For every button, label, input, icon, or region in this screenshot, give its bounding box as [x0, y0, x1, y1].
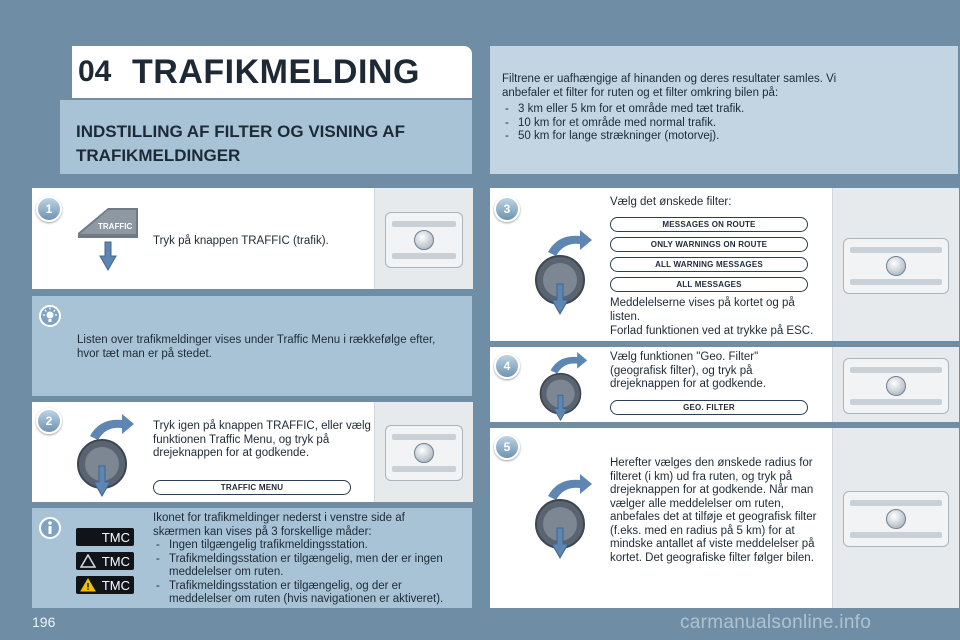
list-item: - Trafikmeldingsstation er tilgængelig, men der er ingen meddelelser om ruten. [153, 553, 465, 580]
radio-illustration [374, 188, 473, 289]
radio-illustration [832, 347, 959, 422]
info-panel [32, 508, 472, 608]
step-number-badge: 5 [494, 434, 520, 460]
radio-knob-icon [886, 509, 906, 529]
tmc-icon-no-station [76, 528, 134, 546]
rotary-knob-icon [70, 408, 140, 498]
step-2-panel [32, 402, 472, 502]
subtitle-panel [60, 100, 472, 174]
list-item: - 10 km for et område med normal trafik. [502, 117, 802, 131]
list-item: - 3 km eller 5 km for et område med tæt trafik. [502, 103, 802, 117]
lightbulb-icon [38, 304, 62, 328]
traffic-button-icon [68, 198, 148, 278]
filter-option[interactable]: ALL MESSAGES [610, 277, 808, 292]
tmc-label: TMC [101, 577, 130, 593]
radio-illustration [832, 428, 959, 608]
step-number-badge: 3 [494, 196, 520, 222]
tip-panel [32, 296, 472, 396]
traffic-button-label: TRAFFIC [98, 222, 133, 231]
list-item: - Ingen tilgængelig trafikmeldingsstation. [153, 539, 465, 553]
info-list [153, 539, 465, 607]
tmc-icon-station-no-messages [76, 552, 134, 570]
radio-buttons [850, 247, 942, 253]
radio-buttons [392, 466, 456, 472]
step-1-text: Tryk på knappen TRAFFIC (trafik). [153, 235, 329, 247]
radio-knob-icon [886, 256, 906, 276]
warning-outline-icon [80, 554, 96, 568]
step-number-badge: 4 [494, 353, 520, 379]
info-text: Ikonet for trafikmeldinger nederst i venstre side af skærmen kan vises på 3 forskellige måder: [153, 512, 405, 538]
list-item: - 50 km for lange strækninger (motorvej). [502, 130, 802, 144]
geo-filter-option[interactable]: GEO. FILTER [610, 400, 808, 415]
radio-buttons [392, 253, 456, 259]
step-number-badge: 2 [36, 408, 62, 434]
radio-buttons [850, 500, 942, 506]
radio-panel [385, 212, 463, 268]
tmc-icon-station-with-messages [76, 576, 134, 594]
page-title: TRAFIKMELDING [132, 53, 420, 91]
intro-list [502, 103, 802, 144]
rotary-knob-icon [528, 224, 598, 324]
step-3-panel [490, 188, 958, 341]
page-number: 196 [32, 614, 56, 630]
step-5-text: Herefter vælges den ønskede radius for filteret (i km) ud fra ruten, og tryk på drejeknappen for at godkende. Når man vælger alle meddelelser om ruten, anbefales det at tilføje et geografisk filter (f.eks. med en radius på 5 km) for at mindske antallet af viste meddelelser på kortet. Det geografiske filter følger bilen. [610, 457, 817, 564]
step-4-text: Vælg funktionen "Geo. Filter" (geografisk filter), og tryk på drejeknappen for at godkende. [610, 351, 767, 390]
radio-buttons [850, 399, 942, 405]
intro-text: Filtrene er uafhængige af hinanden og deres resultater samles. Vi anbefaler et filter for ruten og et filter omkring bilen på: [502, 73, 837, 99]
step-3-note-exit: Forlad funktionen ved at trykke på ESC. [610, 325, 814, 337]
step-5-panel [490, 428, 958, 608]
step-4-panel [490, 347, 958, 422]
warning-icon [80, 578, 96, 592]
radio-buttons [850, 532, 942, 538]
tmc-label: TMC [101, 529, 130, 545]
tip-text: Listen over trafikmeldinger vises under Traffic Menu i rækkefølge efter, hvor tæt man er på stedet. [77, 334, 436, 360]
radio-buttons [392, 221, 456, 227]
rotary-knob-icon [528, 468, 598, 568]
radio-illustration [832, 188, 959, 341]
step-1-panel [32, 188, 472, 289]
radio-panel [843, 238, 949, 294]
step-2-text: Tryk igen på knappen TRAFFIC, eller vælg funktionen Traffic Menu, og tryk på drejeknappen for at godkende. [153, 420, 371, 459]
radio-knob-icon [414, 443, 434, 463]
radio-panel [385, 425, 463, 481]
section-heading: INDSTILLING AF FILTER OG VISNING AF TRAFIKMELDINGER [76, 122, 405, 165]
step-3-note: Meddelelserne vises på kortet og på listen. [610, 297, 795, 323]
filter-option[interactable]: MESSAGES ON ROUTE [610, 217, 808, 232]
radio-buttons [850, 367, 942, 373]
info-icon [38, 516, 62, 540]
radio-panel [843, 491, 949, 547]
radio-buttons [850, 279, 942, 285]
filter-option[interactable]: ONLY WARNINGS ON ROUTE [610, 237, 808, 252]
rotary-knob-icon [528, 347, 598, 422]
chapter-number: 04 [78, 55, 112, 88]
intro-panel [490, 46, 958, 174]
step-number-badge: 1 [36, 196, 62, 222]
radio-knob-icon [414, 230, 434, 250]
step-3-text: Vælg det ønskede filter: [610, 196, 732, 208]
filter-option[interactable]: ALL WARNING MESSAGES [610, 257, 808, 272]
radio-panel [843, 358, 949, 414]
radio-buttons [392, 434, 456, 440]
radio-knob-icon [886, 376, 906, 396]
tmc-label: TMC [101, 553, 130, 569]
traffic-menu-option: TRAFFIC MENU [153, 480, 351, 495]
header-panel [72, 46, 472, 98]
radio-illustration [374, 402, 473, 502]
watermark: carmanualsonline.info [680, 612, 872, 633]
list-item: - Trafikmeldingsstation er tilgængelig, og der er meddelelser om ruten (hvis navigationen er aktiveret). [153, 580, 465, 607]
